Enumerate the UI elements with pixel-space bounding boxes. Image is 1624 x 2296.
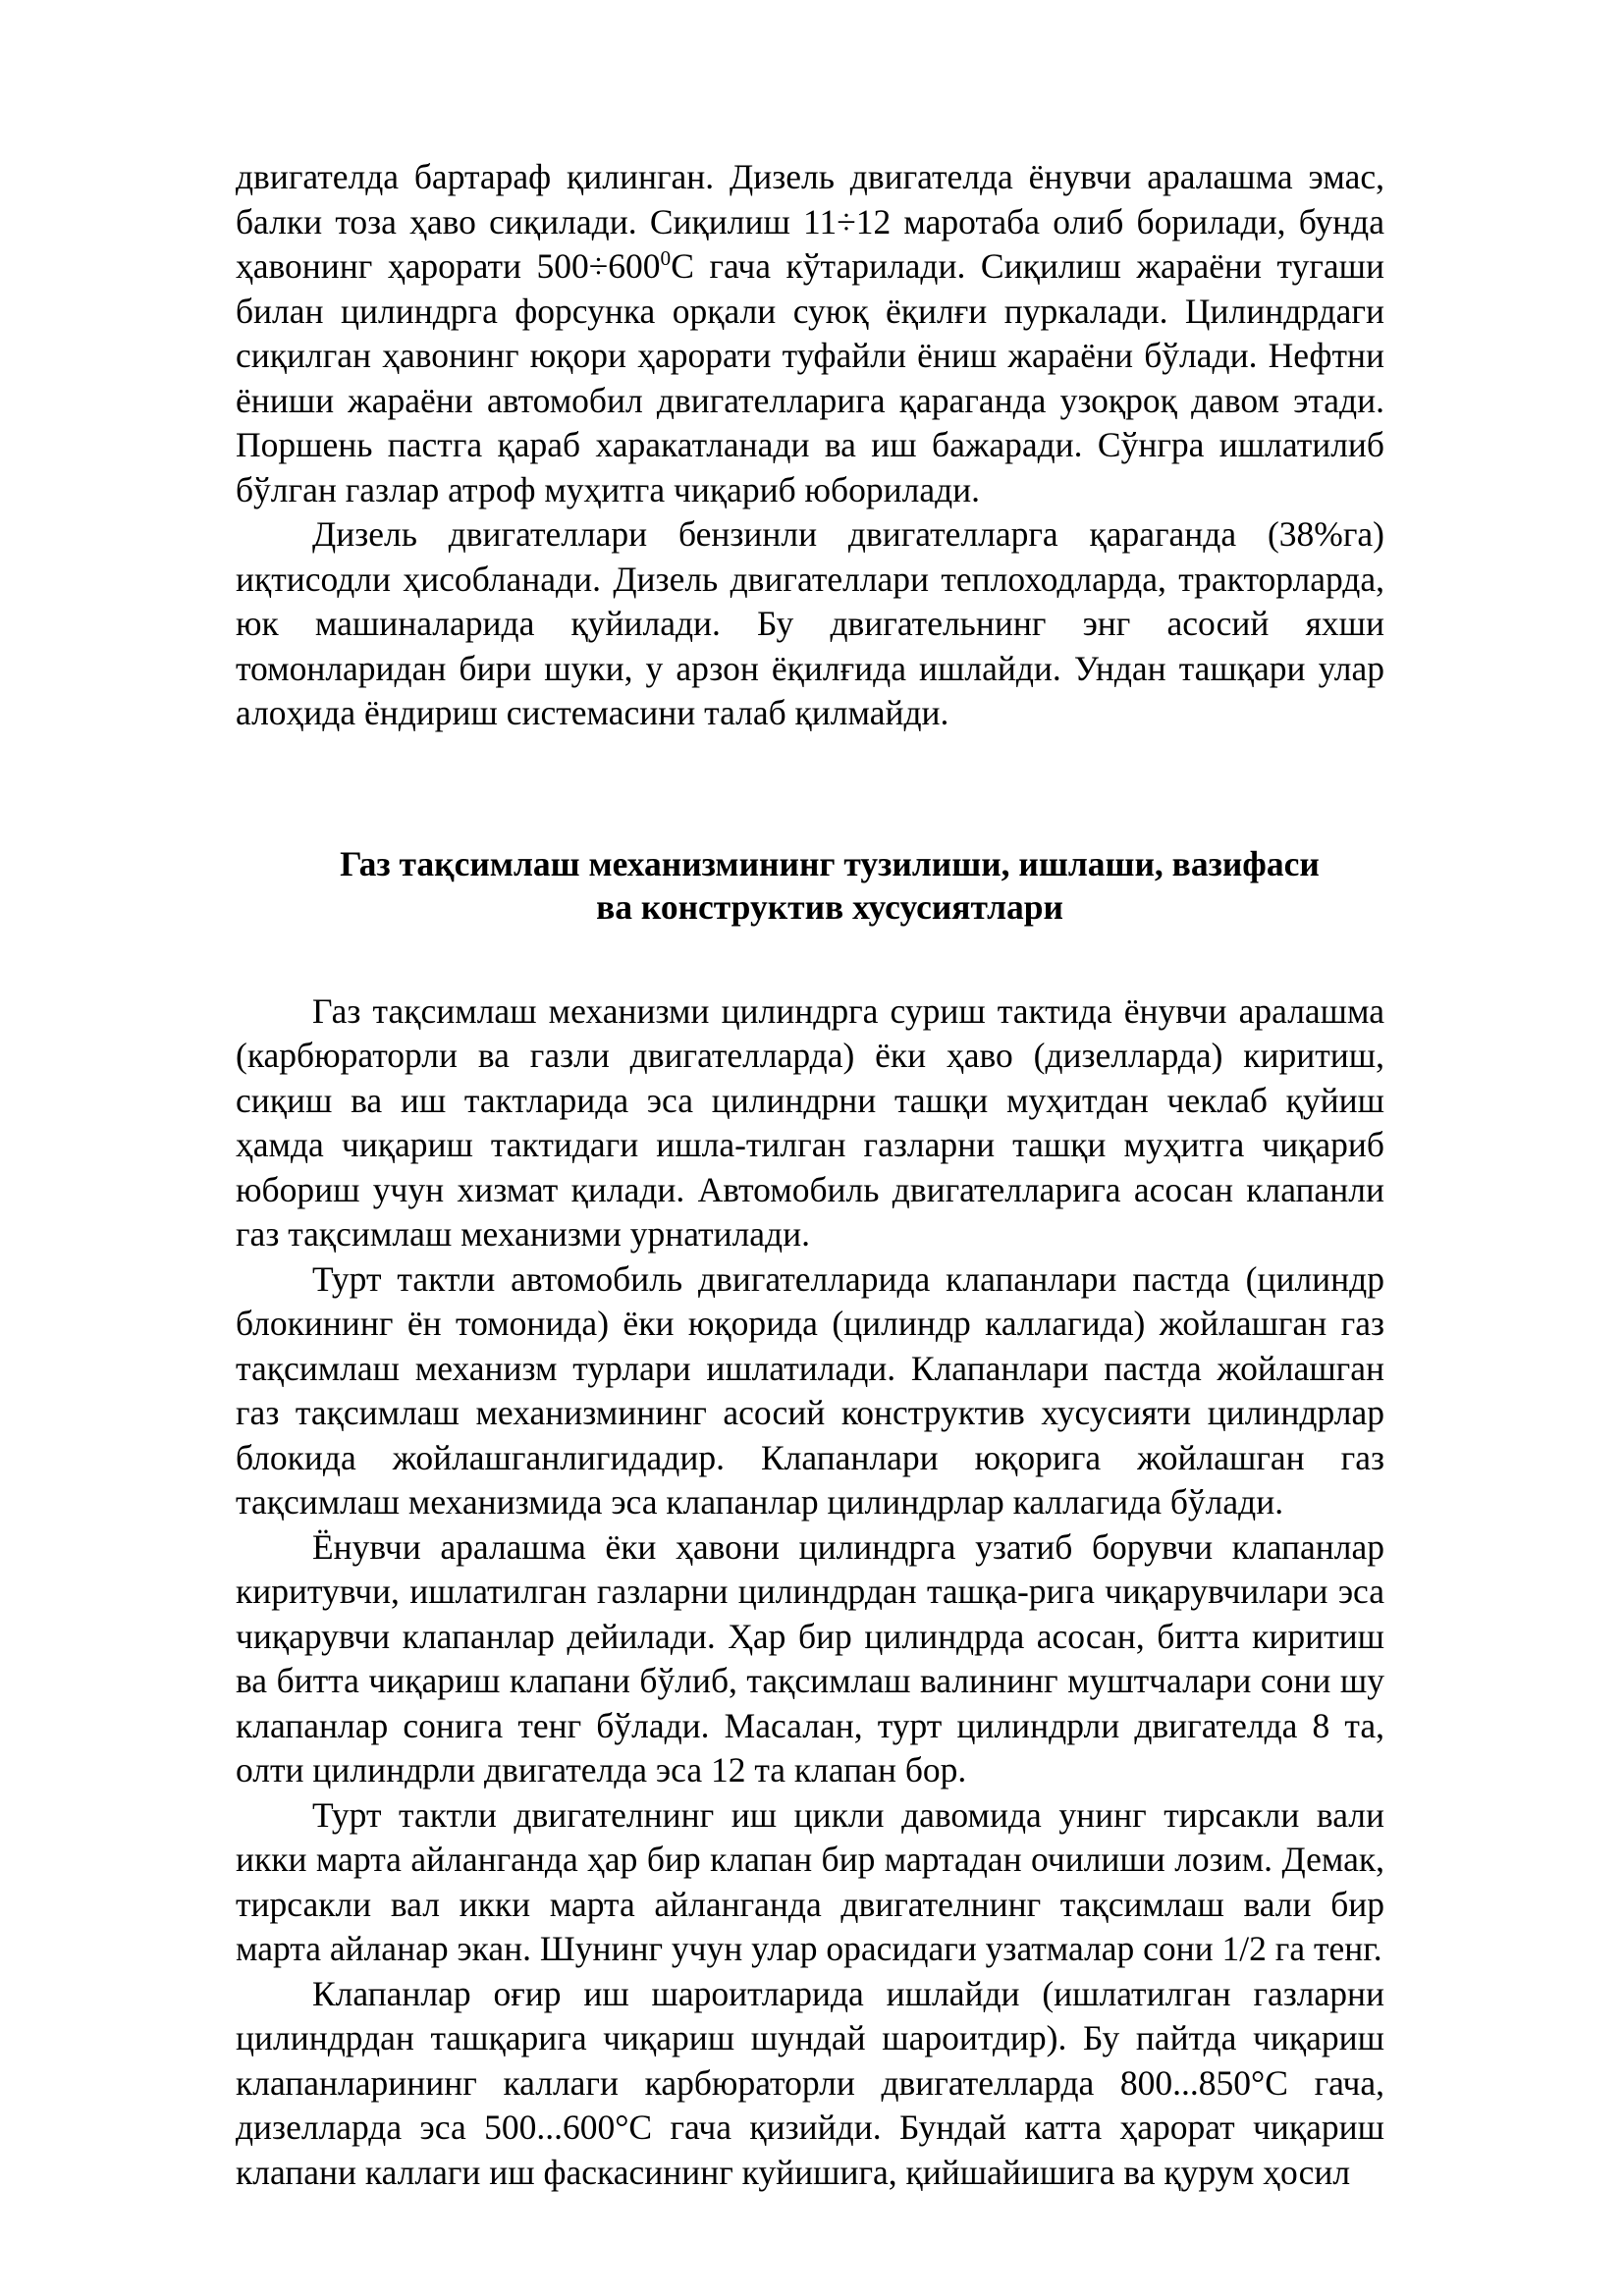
degree-superscript: 0 (660, 246, 672, 271)
paragraph-diesel-economy: Дизель двигателлари бензинли двигателларга қараганда (38%га) иқтисодли ҳисобланади. Дизель двигателлари теплоходларда, тракторларда, юк машиналарида қуйилади. Бу двигательнинг энг асосий яхши томонларидан бири шуки, у арзон ёқилғида ишлайди. Ундан ташқари улар алоҳида ёндириш системасини талаб қилмайди. (236, 514, 1384, 732)
paragraph-diesel-compression-part1: двигателда бартараф қилинган. Дизель двигателда ёнувчи аралашма эмас, балки тоза ҳаво сиқилади. Сиқилиш 11÷12 маротаба олиб борилади, бунда ҳавонинг ҳарорати 500÷600 (236, 157, 1384, 286)
paragraph-camshaft-ratio: Турт тактли двигателнинг иш цикли давомида унинг тирсакли вали икки марта айланганда ҳар бир клапан бир мартадан очилиши лозим. Демак, тирсакли вал икки марта айланганда двигателнинг тақсимлаш вали бир марта айланар экан. Шунинг учун улар орасидаги узатмалар сони 1/2 га тенг. (236, 1794, 1384, 1968)
paragraph-diesel-compression (236, 155, 1384, 512)
heading-spacer (236, 929, 1384, 989)
section-heading-line1: Газ тақсимлаш механизмининг тузилиши, ишлаши, вазифаси (340, 843, 1320, 883)
paragraph-valve-arrangement: Турт тактли автомобиль двигателларида клапанлари пастда (цилиндр блокининг ён томонида) ёки юқорида (цилиндр каллагида) жойлашган газ тақсимлаш механизм турлари ишлатилади. Клапанлари пастда жойлашган газ тақсимлаш механизмининг асосий конструктив хусусияти цилиндрлар блокида жойлашганлигидадир. Клапанлари юқорига жойлашган газ тақсимлаш механизмида эса клапанлар цилиндрлар каллагида бўлади. (236, 1258, 1384, 1522)
paragraph-gas-distribution-purpose: Газ тақсимлаш механизми цилиндрга суриш тактида ёнувчи аралашма (карбюраторли ва газли двигателларда) ёки ҳаво (дизелларда) киритиш, сиқиш ва иш тактларида эса цилиндрни ташқи муҳитдан чеклаб қуйиш ҳамда чиқариш тактидаги ишла-тилган газларни ташқи муҳитга чиқариб юбориш учун хизмат қилади. Автомобиль двигателларига асосан клапанли газ тақсимлаш механизми урнатилади. (236, 990, 1384, 1254)
section-heading-line2: ва конструктив хусусиятлари (596, 886, 1063, 927)
section-spacer (236, 736, 1384, 842)
paragraph-diesel-compression-part2: С гача кўтарилади. Сиқилиш жараёни тугаши билан цилиндрга форсунка орқали суюқ ёқилғи пуркалади. Цилиндрдаги сиқилган ҳавонинг юқори ҳарорати туфайли ёниш жараёни бўлади. Нефтни ёниши жараёни автомобил двигателларига қараганда узоқроқ давом этади. Поршень пастга қараб харакатланади ва иш бажаради. Сўнгра ишлатилиб бўлган газлар атроф муҳитга чиқариб юборилади. (236, 246, 1384, 509)
document-page (236, 155, 1384, 2195)
paragraph-intake-exhaust-valves: Ёнувчи аралашма ёки ҳавони цилиндрга узатиб борувчи клапанлар киритувчи, ишлатилган газларни цилиндрдан ташқа-рига чиқарувчилари эса чиқарувчи клапанлар дейилади. Ҳар бир цилиндрда асосан, битта киритиш ва битта чиқариш клапани бўлиб, тақсимлаш валининг муштчалари сони шу клапанлар сонига тенг бўлади. Масалан, турт цилиндрли двигателда 8 та, олти цилиндрли двигателда эса 12 та клапан бор. (236, 1526, 1384, 1789)
section-heading (236, 842, 1384, 929)
paragraph-valve-conditions: Клапанлар оғир иш шароитларида ишлайди (ишлатилган газларни цилиндрдан ташқарига чиқариш шундай шароитдир). Бу пайтда чиқариш клапанларининг каллаги карбюраторли двигателларда 800...850°С гача, дизелларда эса 500...600°С гача қизийди. Бундай катта ҳарорат чиқариш клапани каллаги иш фаскасининг куйишига, қийшайишига ва қурум ҳосил (236, 1973, 1384, 2192)
